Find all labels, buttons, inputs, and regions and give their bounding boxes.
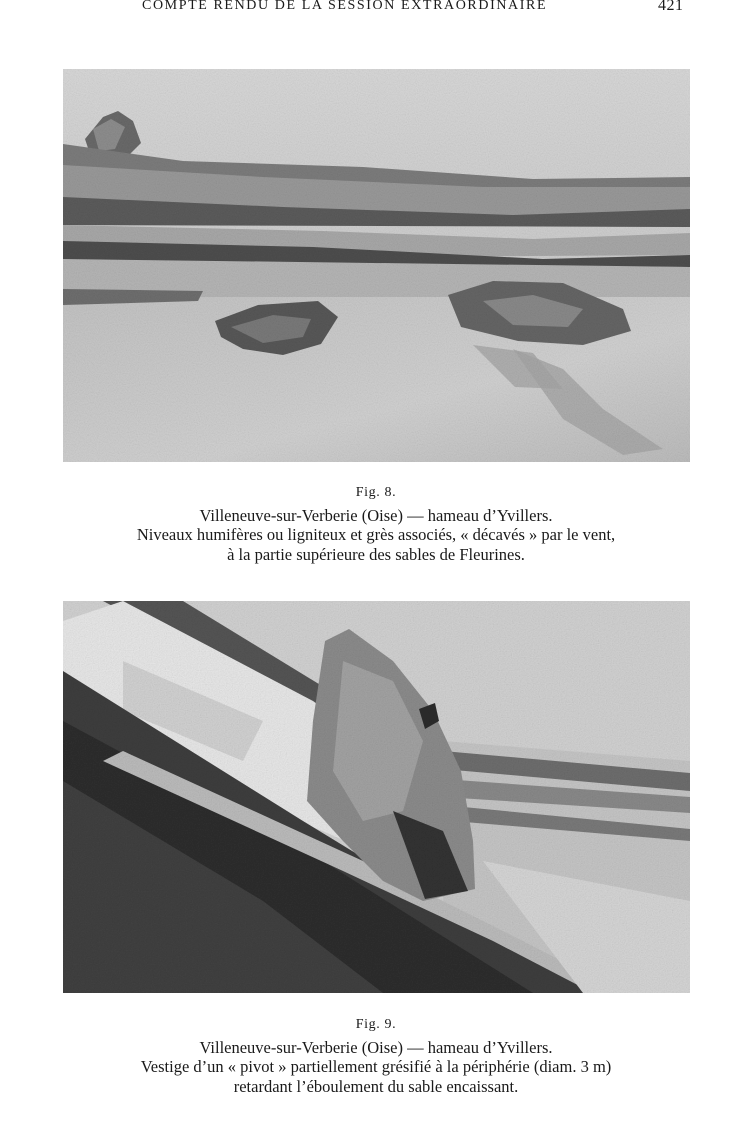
running-head [0, 0, 750, 22]
figure-9-label: Fig. 9. [355, 1017, 397, 1032]
figure-8-photo [63, 69, 690, 462]
sandstone-pivot-photo-fig9 [63, 601, 690, 993]
figure-8-caption-line-2: Niveaux humifères ou ligniteux et grès associés, « décavés » par le vent, [136, 525, 616, 544]
figure-9-photo [63, 601, 690, 993]
page-number: 421 [658, 0, 684, 14]
figure-8-caption-line-3: à la partie supérieure des sables de Fleurines. [227, 544, 525, 564]
figure-9-caption-line-3: retardant l’éboulement du sable encaissant. [233, 1076, 519, 1096]
sand-quarry-photo-fig8 [63, 69, 690, 462]
running-title: COMPTE RENDU DE LA SESSION EXTRAORDINAIRE [142, 0, 548, 13]
figure-9-caption-line-2: Vestige d’un « pivot » partiellement grésifié à la périphérie (diam. 3 m) [140, 1057, 612, 1076]
figure-8-caption-line-1: Villeneuve-sur-Verberie (Oise) — hameau d’Yvillers. [199, 505, 553, 525]
figure-8-caption [40, 483, 712, 564]
figure-8-label: Fig. 8. [355, 485, 397, 500]
figure-9-caption [40, 1015, 712, 1096]
figure-9-caption-line-1: Villeneuve-sur-Verberie (Oise) — hameau d’Yvillers. [199, 1037, 553, 1057]
